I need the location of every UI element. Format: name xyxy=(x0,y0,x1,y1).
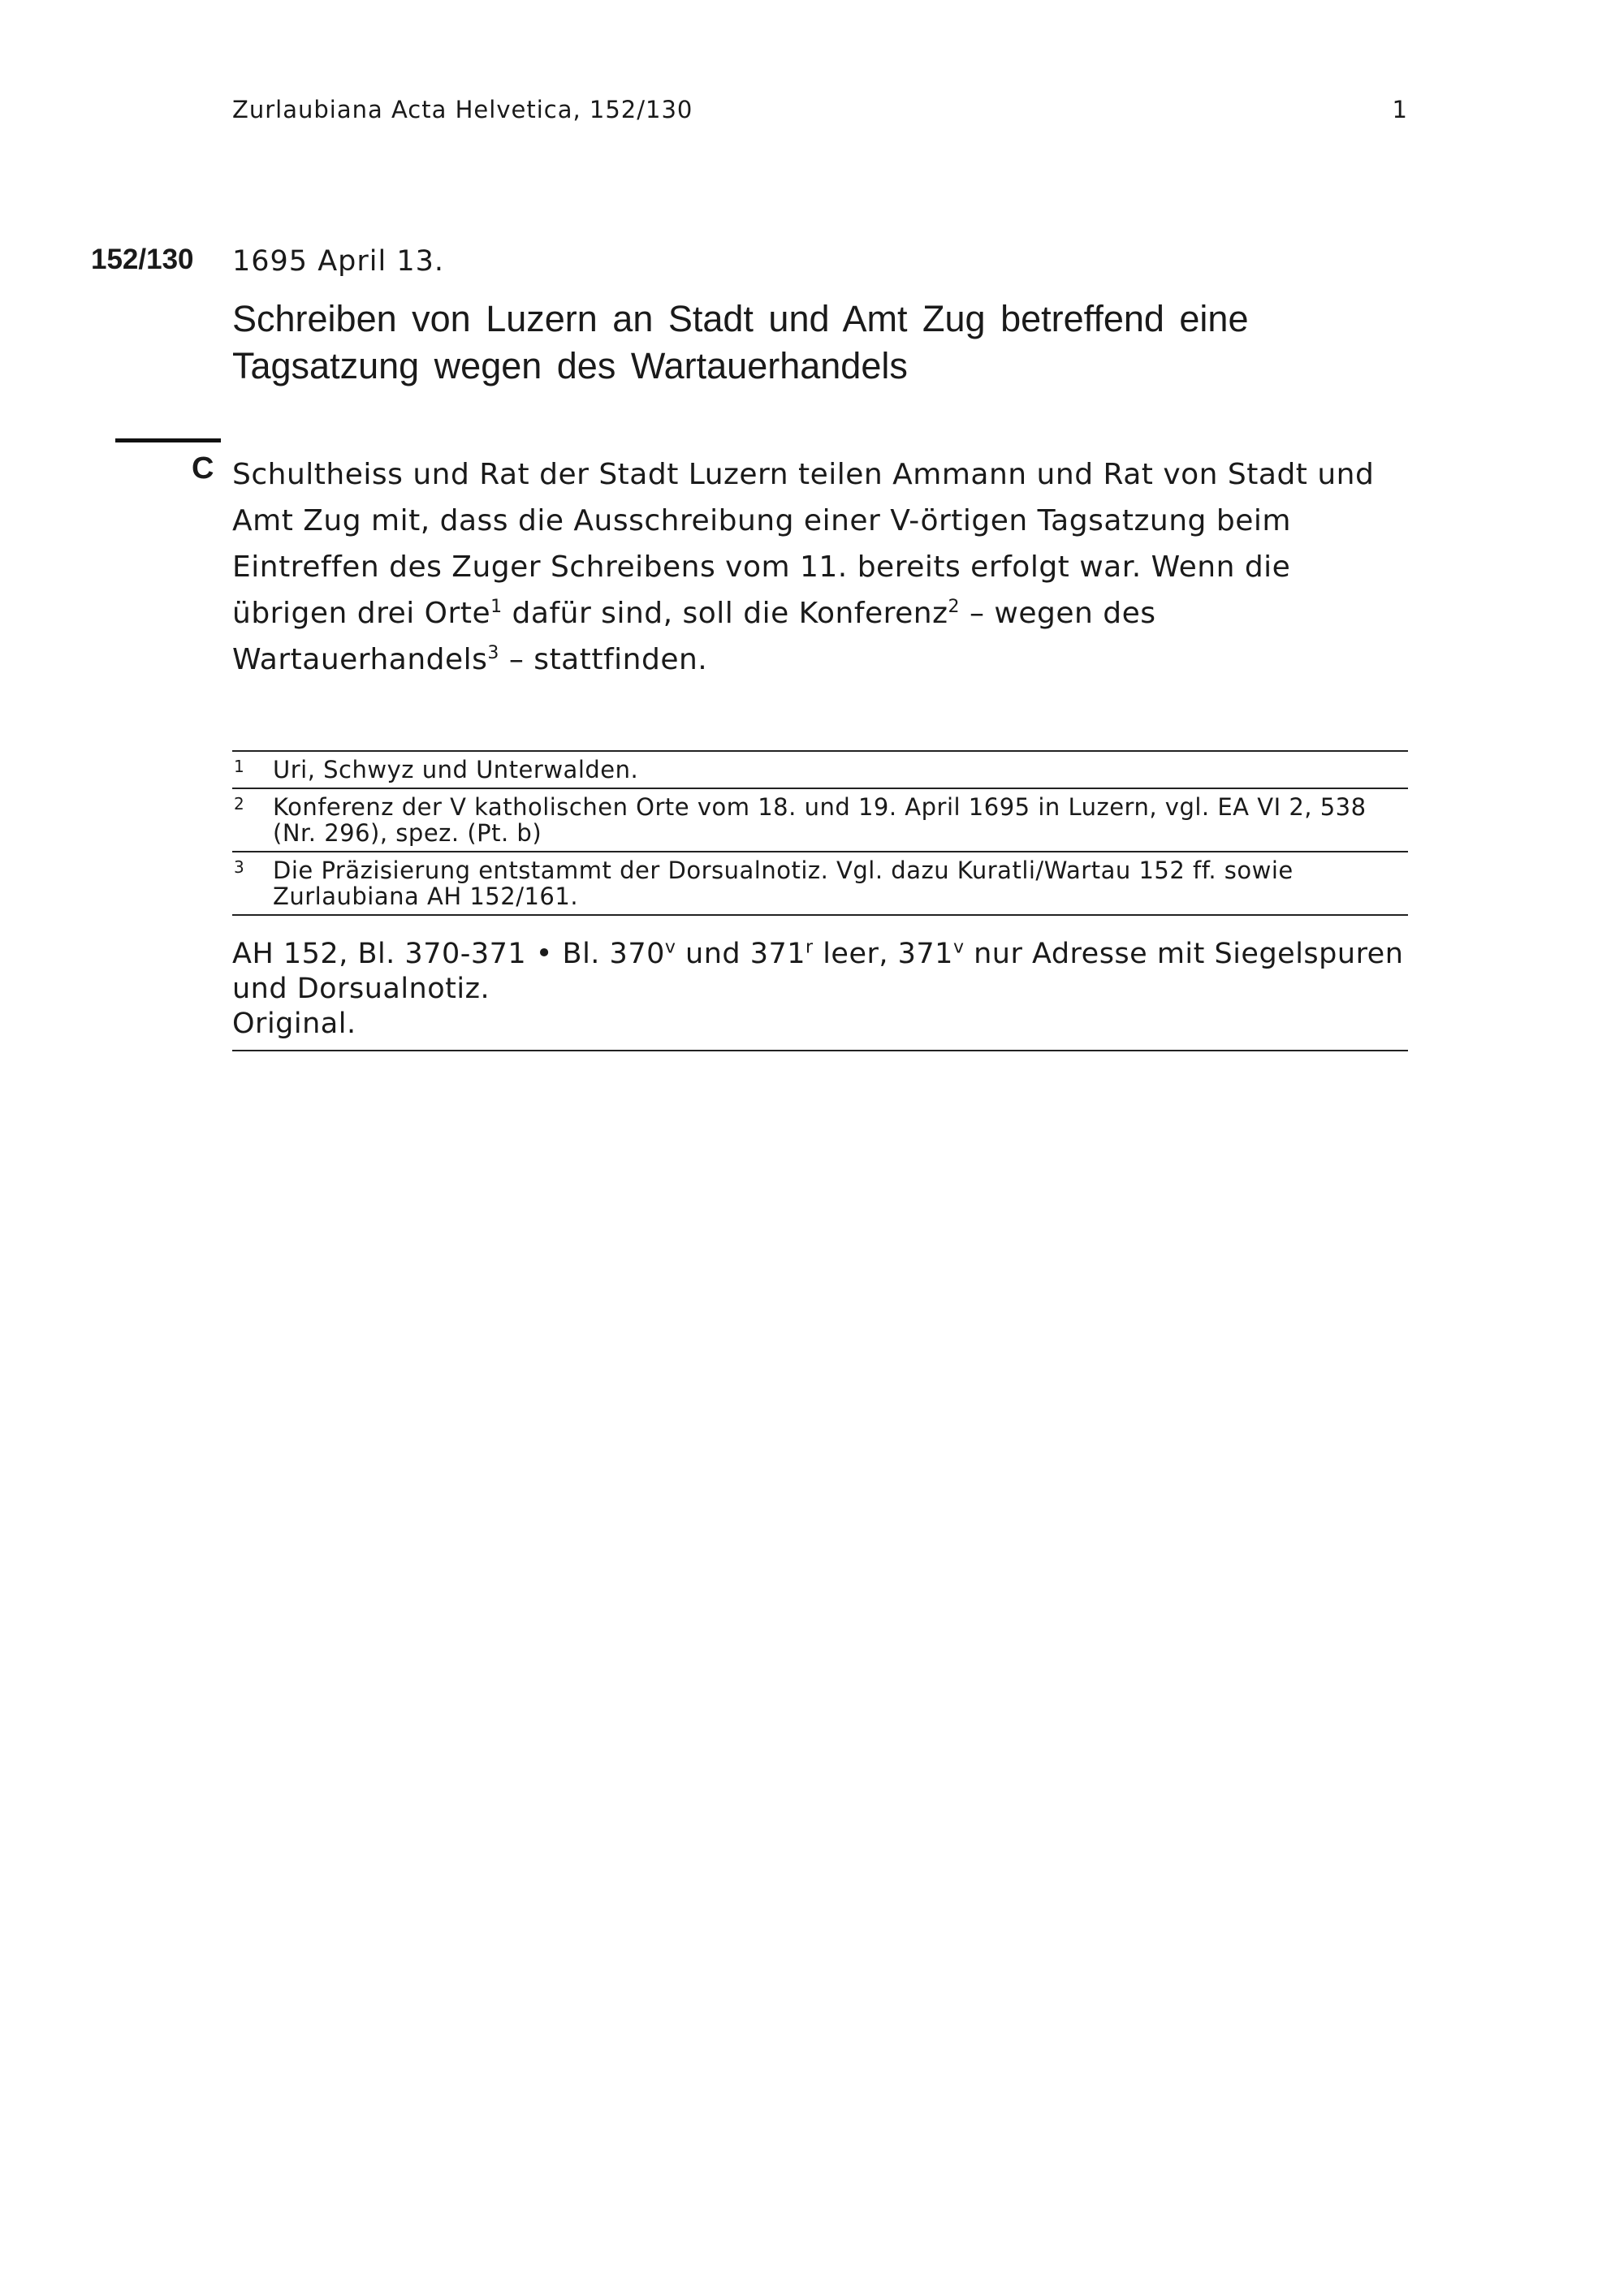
footnote-text: Die Präzisierung entstammt der Dorsualnotiz. Vgl. dazu Kuratli/Wartau 152 ff. sowie Zurlaubiana AH 152/161. xyxy=(273,857,1294,910)
section-letter: C xyxy=(192,451,214,486)
footnote xyxy=(232,789,1408,852)
running-title: Zurlaubiana Acta Helvetica, 152/130 xyxy=(232,96,693,123)
regest-text-part: – wegen des Wartauerhandels xyxy=(232,597,1156,676)
document-title: Schreiben von Luzern an Stadt und Amt Zug betreffend eine Tagsatzung wegen des Wartauerhandels xyxy=(232,298,1249,386)
source-status: Original. xyxy=(232,1008,356,1040)
regest-text-part: Schultheiss und Rat der Stadt Luzern teilen Ammann und Rat von Stadt und Amt Zug mit, dass die Ausschreibung einer V-örtigen Tagsatzung beim Eintreffen des Zuger Schreibens vom 11. bereits erfolgt war. Wenn die übrigen drei Orte xyxy=(232,458,1375,630)
footnote-ref-3[interactable]: 3 xyxy=(487,643,499,663)
footnote-marker: 2 xyxy=(234,794,245,814)
source-text-part: AH 152, Bl. 370-371 • Bl. 370 xyxy=(232,938,665,970)
footnote-text: Konferenz der V katholischen Orte vom 18. und 19. April 1695 in Luzern, vgl. EA VI 2, 538 (Nr. 296), spez. (Pt. b) xyxy=(273,793,1367,847)
footnote-ref-1[interactable]: 1 xyxy=(490,597,503,617)
footnote-text: Uri, Schwyz und Unterwalden. xyxy=(273,756,639,783)
source-description xyxy=(232,937,1408,1051)
source-text-part: nur Adresse mit Siegelspuren und Dorsualnotiz. xyxy=(232,938,1404,1005)
footnote-marker: 1 xyxy=(234,757,245,776)
section-divider xyxy=(115,438,221,442)
document-date: 1695 April 13. xyxy=(232,245,444,278)
verso-mark: v xyxy=(952,937,965,958)
regest-text xyxy=(232,451,1410,683)
page-number: 1 xyxy=(1392,96,1408,123)
footnote xyxy=(232,852,1408,916)
verso-mark: v xyxy=(664,937,676,958)
footnote-ref-2[interactable]: 2 xyxy=(948,597,961,617)
recto-mark: r xyxy=(806,937,814,958)
source-shelfmark xyxy=(232,937,1408,1007)
footnotes xyxy=(232,750,1408,916)
regest-text-part: – stattfinden. xyxy=(499,643,708,676)
footnote xyxy=(232,752,1408,789)
running-header xyxy=(232,96,1408,128)
footnote-marker: 3 xyxy=(234,857,245,877)
regest-text-part: dafür sind, soll die Konferenz xyxy=(502,597,948,630)
document-number: 152/130 xyxy=(91,244,194,275)
source-text-part: und 371 xyxy=(676,938,806,970)
source-text-part: leer, 371 xyxy=(813,938,953,970)
